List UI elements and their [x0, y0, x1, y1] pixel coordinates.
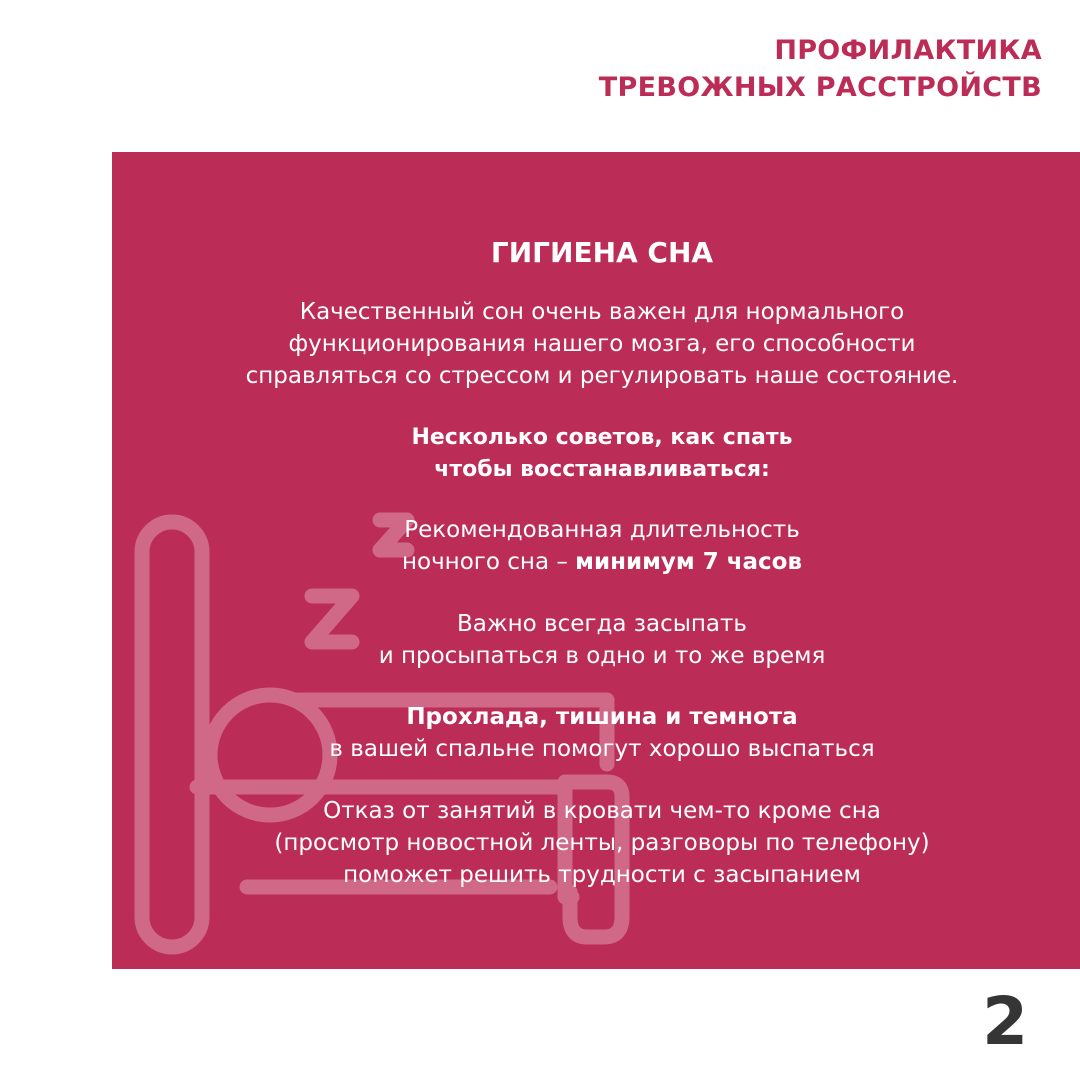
tip-line: (просмотр новостной ленты, разговоры по телефону)	[274, 830, 930, 856]
tip-bedroom-conditions	[112, 701, 1080, 765]
tip-line: и просыпаться в одно и то же время	[378, 643, 826, 669]
tip-line: Рекомендованная длительность	[404, 517, 800, 543]
card-heading: ГИГИЕНА СНА	[490, 236, 714, 269]
tip-bed-activities	[112, 795, 1080, 891]
page-number: 2	[982, 983, 1028, 1060]
tips-heading	[112, 422, 1080, 486]
tip-line-plain: ночного сна –	[401, 549, 576, 575]
tips-heading-line: чтобы восстанавливаться:	[434, 457, 770, 482]
tip-line-bold: минимум 7 часов	[575, 549, 803, 575]
tip-line-bold: Прохлада, тишина и темнота	[406, 704, 798, 730]
page-title-line-1: ПРОФИЛАКТИКА	[774, 35, 1042, 66]
tip-line	[112, 546, 1080, 578]
tip-line: Важно всегда засыпать	[457, 611, 747, 637]
intro-line: Качественный сон очень важен для нормального	[299, 299, 905, 325]
tip-sleep-duration	[112, 514, 1080, 578]
page-title-line-2: ТРЕВОЖНЫХ РАССТРОЙСТВ	[598, 72, 1042, 103]
page-title	[599, 32, 1042, 106]
intro-line: функционирования нашего мозга, его способности	[288, 331, 916, 357]
tip-line: в вашей спальне помогут хорошо выспаться	[329, 736, 875, 762]
tips-heading-line: Несколько советов, как спать	[411, 425, 793, 450]
tip-line: Отказ от занятий в кровати чем-то кроме сна	[323, 798, 881, 824]
intro-line: справляться со стрессом и регулировать наше состояние.	[245, 363, 959, 389]
intro-text	[112, 296, 1080, 392]
tip-regular-schedule	[112, 608, 1080, 672]
info-card	[112, 152, 1080, 969]
tip-line: поможет решить трудности с засыпанием	[343, 862, 861, 888]
